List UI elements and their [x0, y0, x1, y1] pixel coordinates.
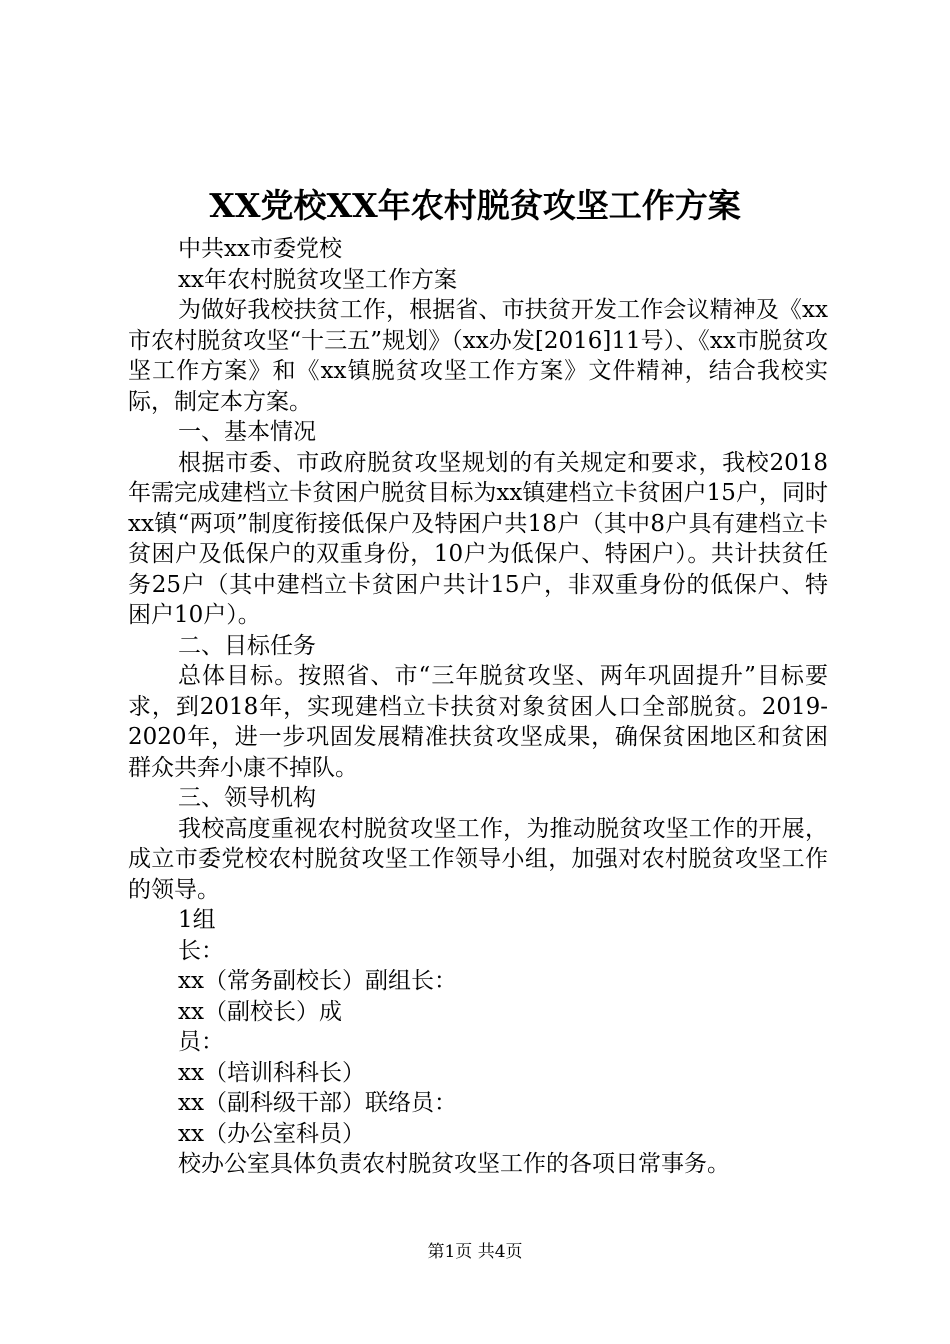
- document-body: [128, 234, 828, 1180]
- roster-line: xx（办公室科员）: [178, 1120, 365, 1147]
- roster-line: xx（常务副校长）副组长：: [178, 968, 457, 994]
- intro-paragraph: 为做好我校扶贫工作，根据省、市扶贫开发工作会议精神及《xx市农村脱贫攻坚“十三五”规划》（xx办发[2016]11号）、《xx市脱贫攻坚工作方案》和《xx镇脱贫攻坚工作方案》文件精神，结合我校实际，制定本方案。: [128, 297, 828, 415]
- goals-paragraph: 总体目标。按照省、市“三年脱贫攻坚、两年巩固提升”目标要求，到2018年，实现建档立卡扶贫对象贫困人口全部脱贫。2019-2020年，进一步巩固发展精准扶贫攻坚成果，确保贫困地区和贫困群众共奔小康不掉队。: [128, 663, 828, 781]
- roster-line: 员：: [178, 1029, 224, 1055]
- section-heading-leadership: 三、领导机构: [178, 785, 316, 811]
- page-footer: 第1页 共4页: [427, 1242, 523, 1262]
- roster-line: 校办公室具体负责农村脱贫攻坚工作的各项日常事务。: [178, 1151, 730, 1177]
- roster-line: xx（副校长）成: [178, 998, 342, 1025]
- issuer-line: 中共xx市委党校: [178, 236, 342, 262]
- roster-line: xx（培训科科长）: [178, 1059, 365, 1086]
- basic-situation-paragraph: 根据市委、市政府脱贫攻坚规划的有关规定和要求，我校2018年需完成建档立卡贫困户脱贫目标为xx镇建档立卡贫困户15户，同时xx镇“两项”制度衔接低保户及特困户共18户（其中8户具有建档立卡贫困户及低保户的双重身份，10户为低保户、特困户）。共计扶贫任务25户（其中建档立卡贫困户共计15户，非双重身份的低保户、特困户10户）。: [128, 449, 828, 628]
- leadership-paragraph: 我校高度重视农村脱贫攻坚工作，为推动脱贫攻坚工作的开展，成立市委党校农村脱贫攻坚工作领导小组，加强对农村脱贫攻坚工作的领导。: [128, 815, 828, 903]
- roster-line: xx（副科级干部）联络员：: [178, 1090, 457, 1116]
- section-heading-goals: 二、目标任务: [178, 632, 316, 659]
- document-title: XX党校XX年农村脱贫攻坚工作方案: [209, 186, 741, 225]
- subtitle-line: xx年农村脱贫攻坚工作方案: [178, 266, 457, 293]
- leadership-roster: [128, 905, 828, 1180]
- roster-line: 1组: [178, 907, 216, 933]
- roster-line: 长：: [178, 937, 224, 964]
- section-heading-basic: 一、基本情况: [178, 419, 316, 445]
